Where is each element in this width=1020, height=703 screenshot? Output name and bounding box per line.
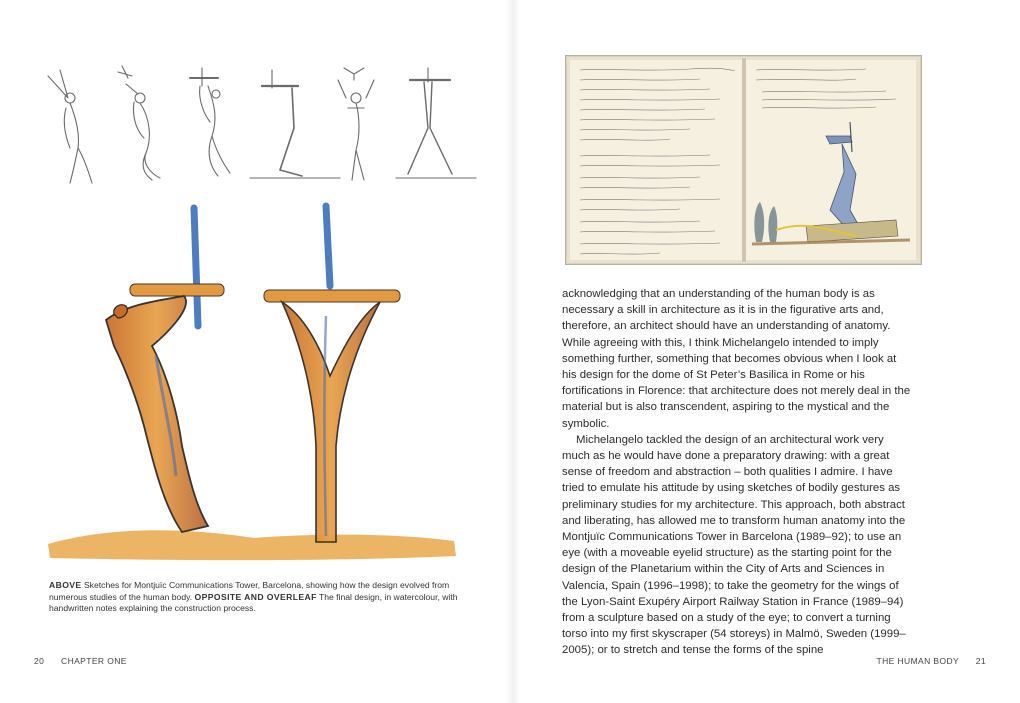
figure-caption <box>49 580 489 615</box>
page-gutter <box>506 0 520 703</box>
notebook-page-left <box>570 60 742 260</box>
caption-above-label: ABOVE <box>49 580 82 590</box>
watercolour-figure-right <box>264 206 400 542</box>
sketch-figure-5 <box>338 68 374 180</box>
sketch-figure-3 <box>190 68 230 176</box>
paragraph-1: acknowledging that an understanding of the human body is as necessary a skill in architecture as it is in the figurative arts and, therefore, an architect should have an understanding of anatomy. While agreeing with this, I think Michelangelo intended to imply something further, something that becomes obvious when I look at his design for the dome of St Peter’s Basilica in Rome or his fortifications in Florence: that architecture does not merely deal in the material but is also transcendent, aspiring to the mystical and the symbolic. <box>562 288 911 430</box>
running-head-right: THE HUMAN BODY <box>876 656 959 666</box>
body-text <box>562 286 914 659</box>
sketch-figure-4 <box>250 70 340 178</box>
page-number-left: 20 <box>34 656 45 666</box>
sketch-figure-1 <box>48 70 92 183</box>
notebook-image <box>565 55 922 265</box>
sketch-figure-6 <box>396 68 476 178</box>
watercolour-figure-left <box>106 208 224 532</box>
running-head-left: CHAPTER ONE <box>61 656 127 666</box>
notebook-tower-sketch <box>746 60 916 260</box>
ground-wash <box>48 530 456 560</box>
figure-sketch-strip <box>40 58 480 188</box>
folio-right <box>877 656 986 666</box>
page-number-right: 21 <box>975 656 986 666</box>
sketch-figure-2 <box>118 66 160 180</box>
caption-above-text: Sketches for Montjuïc Communications Tower, Barcelona, showing how the design evolved from numerous studies of the human body. <box>49 580 450 602</box>
folio-left <box>34 656 127 666</box>
caption-opposite-text: The final design, in watercolour, with handwritten notes explaining the construction process. <box>49 591 458 613</box>
handwriting-scribble-left <box>570 60 742 260</box>
paragraph-2: Michelangelo tackled the design of an architectural work very much as he would have done a preparatory drawing: with a great sense of freedom and abstraction – both qualities I admire. I have tried to emulate his attitude by using sketches of bodily gestures as preliminary studies for my architecture. This approach, both abstract and liberating, has allowed me to transform human anatomy into the Montjuïc Communications Tower in Barcelona (1989–92); to use an eye (with a moveable eyelid structure) as the starting point for the design of the Planetarium within the City of Arts and Sciences in Valencia, Spain (1996–1998); to take the geometry for the wings of the Lyon-Saint Exupéry Airport Railway Station in France (1989–94) from a sculpture based on a study of the eye; to convert a turning torso into my first skyscraper (54 storeys) in Malmö, Sweden (1999–2005); or to stretch and tense the forms of the spine <box>562 433 906 657</box>
notebook-page-right <box>746 60 916 260</box>
caption-opposite-label: OPPOSITE AND OVERLEAF <box>194 591 317 602</box>
watercolour-tower-studies <box>44 196 464 566</box>
